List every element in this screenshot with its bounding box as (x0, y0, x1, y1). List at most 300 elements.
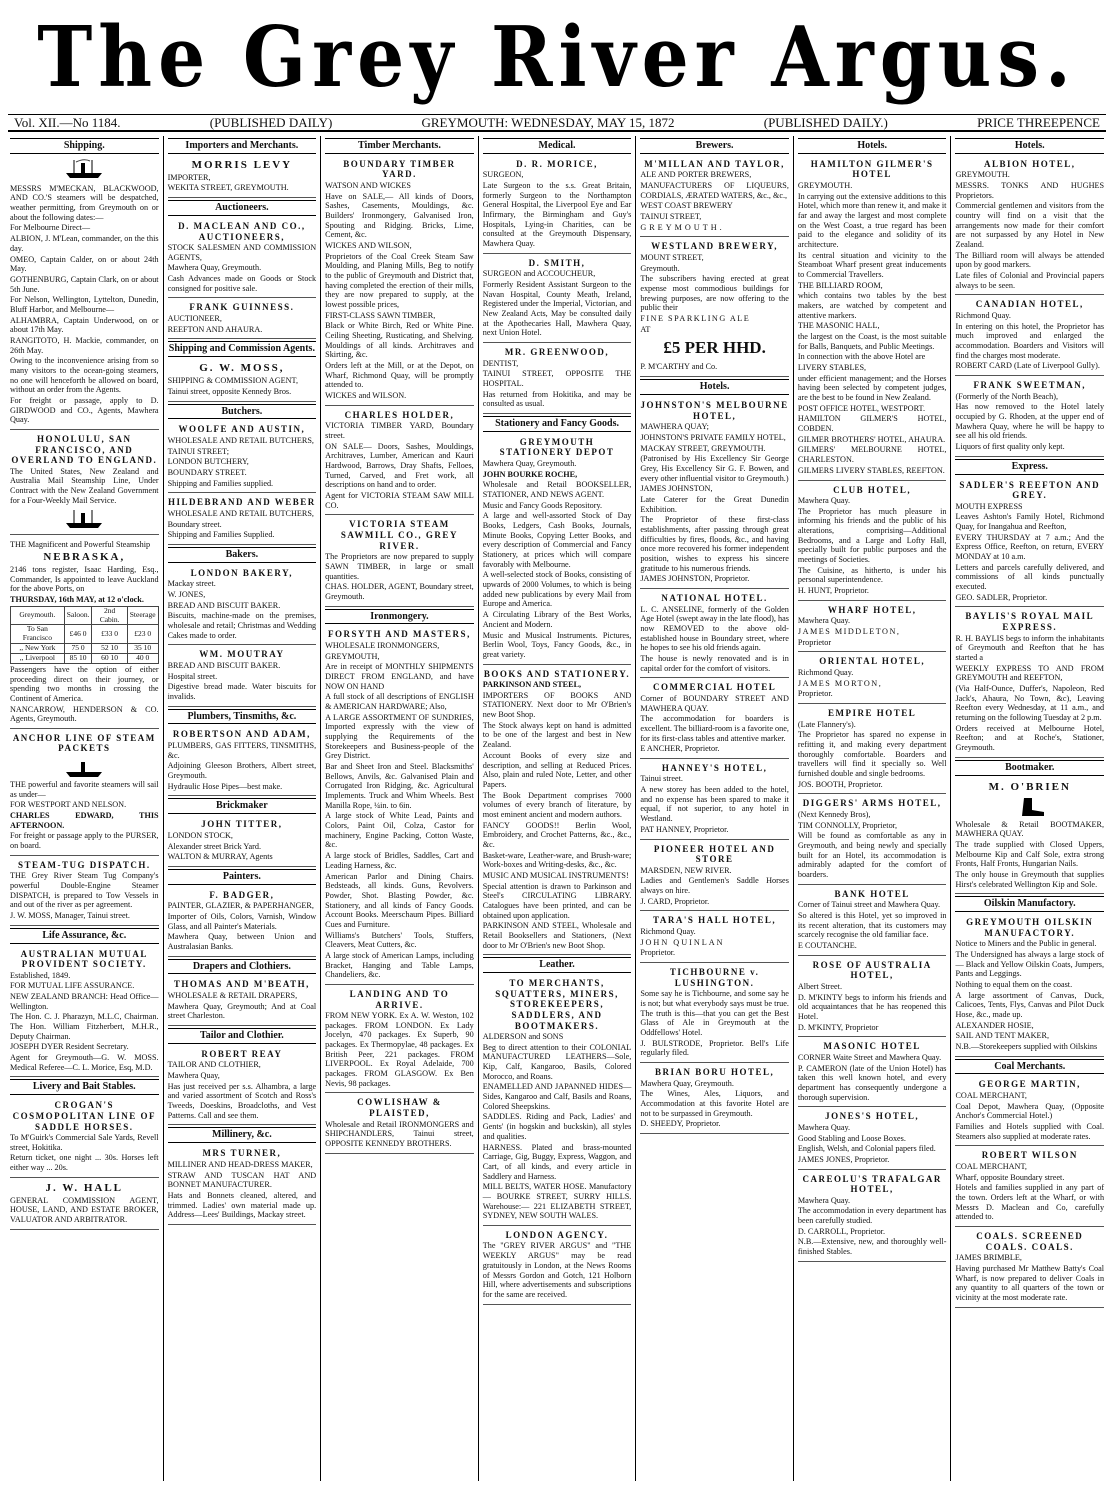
ad-text: Having purchased Mr Matthew Batty's Coal Wharf, is now prepared to deliver Coals in any quantity to all quarters of the town or vicinity at the most moderate rate. (955, 1263, 1105, 1302)
ad-text: Tainui street, opposite Kennedy Bros. (167, 386, 292, 396)
ad-text: J. BULSTRODE, Proprietor. Bell's Life regularly filed. (640, 1038, 789, 1058)
ad-heading: ROSE OF AUSTRALIA HOTEL, (812, 959, 932, 981)
boot-icon (1010, 796, 1050, 818)
ad-thomas-mbeath (168, 977, 317, 1026)
section-medical: Medical. (483, 138, 632, 154)
ad-text: BOUNDARY STREET. (167, 467, 247, 477)
ad-mrs-turner (168, 1146, 317, 1225)
ad-oilskin-factory (955, 915, 1104, 1057)
ad-text: A LARGE ASSORTMENT OF SUNDRIES, Imported expressly with the view of supplying the Requirements of the Storekeepers and Business-people of the Grey District. (325, 712, 474, 761)
ad-heading: ALBION HOTEL, (983, 158, 1076, 169)
ad-frank-sweetman (955, 378, 1104, 457)
column-1 (6, 136, 163, 1481)
ad-heading: COALS. SCREENED COALS. COALS. (976, 1231, 1084, 1252)
ad-text: COAL MERCHANT, (955, 1091, 1027, 1101)
ad-text: REEFTON AND AHAURA. (167, 324, 263, 334)
ad-text: N.B.—Storekeepers supplied with Oilskins (955, 1041, 1098, 1051)
ad-heading: STEAM-TUG DISPATCH. (17, 859, 151, 870)
ad-text: MACKAY STREET, GREYMOUTH. (640, 443, 766, 453)
ad-text: A large stock of Bridles, Saddles, Cart and Leading Harness, &c. (325, 851, 474, 870)
ad-brian-boru (640, 1065, 789, 1134)
ad-text: MESSRS M'MECKAN, BLACKWOOD, AND CO.'S steamers will be despatched, weather permitting, from Greymouth on or about the following dates:— (10, 183, 159, 222)
ad-text: WICKES and WILSON. (325, 391, 407, 401)
ad-national-hotel (640, 591, 789, 678)
ad-text: Letters and parcels carefully delivered, and commissions of all kinds punctually executed. (955, 562, 1105, 592)
ad-gw-moss (168, 360, 317, 401)
ad-text: Mawhera Quay. (797, 1195, 851, 1205)
ad-wharf-hotel (798, 603, 947, 653)
ad-text: under efficient management; and the Horses having been selected by competent judges, are the best to be found in New Zealand. (797, 373, 947, 403)
ad-heading: GREYMOUTH OILSKIN MANUFACTORY. (966, 917, 1094, 938)
section-ironmongery: Ironmongery. (325, 609, 474, 625)
ad-heading: FRANK GUINNESS. (189, 302, 295, 313)
ad-heading: ROBERT WILSON (981, 1150, 1078, 1161)
ad-text: Families and Hotels supplied with Coal. Steamers also supplied at moderate rates. (955, 1122, 1105, 1141)
ad-text: PARKINSON AND STEEL, (482, 680, 582, 690)
ad-text: The Proprietor has spared no expense in refitting it, and making every department thoroughly comfortable. Boarders and travellers will find it specially so. Well furnished double and single bedrooms. (797, 730, 947, 779)
ad-text: Mawhera Quay, (167, 1071, 220, 1081)
ad-text: Late files of Colonial and Provincial papers always to be seen. (955, 271, 1105, 290)
ad-text: WEKITA STREET, GREYMOUTH. (167, 183, 289, 193)
ad-mmillan-taylor (640, 157, 789, 238)
ad-text: A full stock of all descriptions of ENGLISH & AMERICAN HARDWARE; Also, (325, 692, 474, 712)
ad-text: Corner of Tainui street and Mawhera Quay. (797, 900, 941, 910)
masthead-title: The Grey River Argus. (37, 9, 1077, 107)
ad-text: Hotels and families supplied in any part of the town. Orders left at the Wharf, or with Messrs D. Maclean and Co, carefully attended to. (955, 1183, 1105, 1222)
ad-morris-levy (168, 157, 317, 198)
steamship-icon (64, 507, 104, 529)
ad-text: WHOLESALE & RETAIL DRAPERS, (167, 991, 298, 1001)
ad-text: For Nelson, Wellington, Lyttelton, Dunedin, Bluff Harbor, and Melbourne— (10, 295, 159, 314)
ad-text: Are in receipt of MONTHLY SHIPMENTS DIRECT FROM ENGLAND, and have NOW ON HAND (325, 662, 474, 691)
ad-maclean (168, 219, 317, 299)
ad-heading: LONDON BAKERY, (190, 567, 294, 578)
ad-alderson-sons (483, 976, 632, 1226)
ad-text: THE MASONIC HALL, (797, 321, 880, 331)
column-6 (793, 136, 951, 1481)
ad-text: (Formerly of the North Beach), (955, 391, 1059, 401)
ad-text: MAWHERA QUAY; (640, 422, 709, 432)
ad-trafalgar-hotel (798, 1172, 947, 1262)
ad-text: CORNER Waite Street and Mawhera Quay. (797, 1052, 942, 1062)
ad-books-stationery (483, 667, 632, 956)
ad-robert-wilson (955, 1148, 1104, 1227)
ad-text: NANCARROW, HENDERSON & CO. Agents, Greymouth. (10, 704, 159, 724)
ad-text: H. HUNT, Proprietor. (797, 586, 869, 596)
ad-text: Richmond Quay. (640, 927, 696, 937)
ad-text: NEW ZEALAND BRANCH: Head Office—Wellington. (10, 992, 159, 1011)
ad-text: The Proprietor has much pleasure in informing his friends and the public of his alterations, comprising—Additional Bedrooms, and a Large and Lofty Hall, specially built for public purposes and the meetings of Societies. (797, 506, 947, 565)
section-butchers: Butchers. (168, 404, 317, 420)
ad-text: D. SHEEDY, Proprietor. (640, 1119, 721, 1129)
ad-heading: BAYLIS'S ROYAL MAIL EXPRESS. (965, 611, 1095, 633)
ad-d-smith (483, 256, 632, 343)
ad-jw-hall (10, 1180, 159, 1230)
ad-heading: WESTLAND BREWERY, (651, 241, 779, 252)
fare-header-cell: Steerage (127, 606, 158, 625)
ad-text: GOTHENBURG, Captain Clark, on or about 5th June. (10, 274, 159, 294)
ad-text: The trade supplied with Closed Uppers, Melbourne Kip and Calf Sole, extra strong Fronts, Half Fronts, Hungarian Nails. (955, 839, 1105, 869)
ad-text: Coal Depot, Mawhera Quay, (Opposite Anchor's Commercial Hotel.) (955, 1101, 1105, 1121)
ship-name: NEBRASKA, (43, 551, 126, 564)
ad-heading: CROGAN'S COSMOPOLITAN LINE OF SADDLE HORSES. (12, 1100, 156, 1132)
ad-text: A large stock of American Lamps, including Bracket, Hanging and Table Lamps, Chandeliers, &c. (325, 950, 474, 980)
ad-text: JAMES JOHNSTON, (640, 484, 713, 494)
ad-heading: JOHNSTON'S MELBOURNE HOTEL, (640, 399, 789, 421)
ad-text: JAMES BRIMBLE, (955, 1253, 1022, 1263)
ad-text: The Undersigned has always a large stock of— Black and Yellow Oilskin Coats, Jumpers, Pants and Leggings. (955, 949, 1105, 979)
section-oilskin: Oilskin Manufactory. (955, 896, 1104, 912)
ad-text: Shipping and Families supplied. (167, 478, 274, 488)
section-millinery: Millinery, &c. (168, 1127, 317, 1143)
ad-text: FOR WESTPORT AND NELSON. (10, 800, 127, 810)
ad-heading: ANCHOR LINE OF STEAM PACKETS (12, 732, 156, 754)
ad-heading: ROBERT REAY (201, 1048, 283, 1059)
ad-text: Mawhera Quay, Greymouth. (167, 263, 262, 273)
ad-text: ALEXANDER HOSIE, (955, 1020, 1034, 1030)
ad-text: Importer of Oils, Colors, Varnish, Window Glass, and all Painter's Materials. (167, 911, 317, 931)
section-hotels: Hotels. (955, 138, 1104, 154)
ad-text: Shipping and Families Supplied. (167, 530, 275, 540)
ad-heading: HAMILTON GILMER'S HOTEL (810, 158, 934, 180)
ad-baylis-express (955, 609, 1104, 757)
ad-text: Wholesale and Retail IRONMONGERS and SHIPCHANDLERS, Tainui street, OPPOSITE KENNEDY BROTHERS. (325, 1119, 474, 1149)
ad-text: The accommodation in every department has been carefully studied. (797, 1206, 947, 1226)
ad-text: Special attention is drawn to Parkinson and Steel's CIRCULATING LIBRARY. Catalogues have been printed, and can be obtained upon application. (482, 881, 632, 920)
ad-rose-of-australia (798, 958, 947, 1038)
ad-text: Owing to the inconvenience arising from so many visitors to the ocean-going steamers, no one will henceforth be allowed on board, without an order from the Agents. (10, 356, 159, 395)
ad-text: JAMES JONES, Proprietor. (797, 1154, 890, 1164)
ad-text: 2146 tons register, Isaac Harding, Esq., Commander, Is appointed to leave Auckland for the above Ports, on (10, 565, 159, 594)
ad-heading: MASONIC HOTEL (823, 1041, 921, 1052)
ad-text: Commercial gentlemen and visitors from the country will find on a visit that the arrangements now made for their comfort are not surpassed by any Hotel in New Zealand. (955, 201, 1105, 250)
ad-text: A large and well-assorted Stock of Day Books, Ledgers, Cash Books, Journals, Minute Books, Copying Letter Books, and every description of Commercial and Fancy Stationery, at prices which will compare favorably with Melbourne. (482, 511, 632, 569)
ad-heading: J. W. HALL (45, 1181, 124, 1194)
fare-table-header (11, 606, 159, 625)
ad-text: WATSON AND WICKES (325, 181, 411, 191)
ad-diggers-arms (798, 796, 947, 884)
ad-text: Proprietors of the Coal Creek Steam Saw Moulding, and Planing Mills, Beg to notify to the public of Greymouth and District that, having completed the erection of their mills, they are now prepared to supply, at the lowest possible prices, (325, 251, 474, 310)
ad-text: GREYMOUTH, (325, 651, 380, 661)
ad-text: J. W. MOSS, Manager, Tainui street. (10, 911, 130, 921)
ad-text: The accommodation for boarders is excellent. The billiard-room is a favorite one, for its first-class tables and attentive marker. (640, 714, 789, 743)
ad-heading: WOOLFE AND AUSTIN, (178, 424, 306, 435)
ad-text: GEO. SADLER, Proprietor. (955, 592, 1048, 602)
ad-text: A well-selected stock of Books, consisting of upwards of 2000 Volumes, to which is being added new publications by every Mail from Europe and America. (482, 570, 632, 609)
ad-greenwood-dentist (483, 345, 632, 414)
section-express: Express. (955, 459, 1104, 475)
ad-text: Bar and Sheet Iron and Steel. Blacksmiths' Bellows, Anvils, &c. Galvanised Plain and Corrugated Iron Ridging, &c. Agricultural Implements. Truck and Whim Wheels. Best Manilla Rope, ¼in. to 6in. (325, 762, 474, 810)
ad-heading: NATIONAL HOTEL. (661, 592, 768, 603)
ad-heading: JONES'S HOTEL, (825, 1111, 920, 1122)
ad-text: The Wines, Ales, Liquors, and Accommodation at this favorite Hotel are not to be surpassed in Greymouth. (640, 1089, 789, 1118)
fare-cell: £33 0 (92, 625, 127, 644)
sailing-date: THURSDAY, 16th MAY, at 12 o'clock. (10, 595, 144, 605)
ad-text: MOUTH EXPRESS (955, 501, 1023, 511)
ad-heading: CLUB HOTEL, (833, 484, 912, 495)
ad-heading: M. O'BRIEN (988, 780, 1071, 793)
ad-text: Hats and Bonnets cleaned, altered, and trimmed. Ladies' own material made up. Address—Lees' Buildings, Mackay street. (167, 1190, 317, 1220)
ad-text: A large assortment of Canvas, Duck, Calicoes, Tents, Flys, Canvas and Pilot Duck Hose, &c., made up. (955, 990, 1105, 1019)
ad-text: Passengers have the option of either proceeding direct on their journey, or spending two months in crossing the Continent of America. (10, 664, 159, 703)
ad-text: THE BILLIARD ROOM, (797, 280, 883, 290)
ad-text: SAIL AND TENT MAKER, (955, 1031, 1050, 1041)
ad-text: Will be found as comfortable as any in Greymouth, and being newly and specially built for an Hotel, its accommodation is admirably adapted for the comfort of boarders. (797, 831, 947, 880)
ad-forsyth-masters (325, 627, 474, 984)
section-auctioneers: Auctioneers. (168, 200, 317, 216)
ad-heading: TO MERCHANTS, SQUATTERS, MINERS, STOREKEEPERS, SADDLERS, AND BOOTMAKERS. (495, 978, 619, 1031)
ad-text: The Book Department comprises 7000 volumes of every branch of literature, by most eminent ancient and modern authors. (482, 790, 632, 819)
fare-cell: 35 10 (127, 644, 158, 654)
ad-text: Mawhera Quay, Greymouth. (640, 1078, 734, 1088)
ad-heading: MORRIS LEVY (191, 158, 293, 171)
ad-heading: HILDEBRAND AND WEBER (167, 497, 316, 508)
ad-text: FINE SPARKLING ALE (640, 314, 751, 324)
ad-heading: M'MILLAN AND TAYLOR, (644, 158, 785, 169)
ad-text: MANUFACTURERS OF LIQUEURS, CORDIALS, ÆRATED WATERS, &c., &c., (640, 181, 789, 200)
ad-text: JAMES JOHNSTON, Proprietor. (640, 574, 750, 584)
ad-hanneys-hotel (640, 761, 789, 840)
ad-text: Digestive bread made. Water biscuits for invalids. (167, 682, 317, 701)
ad-george-martin (955, 1077, 1104, 1146)
ad-robert-reay (168, 1047, 317, 1126)
ad-text: POST OFFICE HOTEL, WESTPORT. (797, 403, 925, 413)
ad-empire-hotel (798, 706, 947, 794)
ad-london-agency (483, 1228, 632, 1305)
ad-text: JOHN QUINLAN (640, 937, 725, 947)
ad-text: (Late Flannery's). (797, 719, 856, 729)
ad-text: LONDON BUTCHERY, (167, 457, 249, 467)
ad-text: THE powerful and favorite steamers will sail as under— (10, 780, 159, 799)
ad-heading: D. MACLEAN AND CO., AUCTIONEERS, (178, 220, 306, 242)
ad-text: JOHN BOURKE ROCHE, (482, 469, 578, 479)
ad-nebraska (10, 537, 159, 728)
ad-text: Williams's Butchers' Tools, Stuffers, Cleavers, Meat Cutters, &c. (325, 930, 474, 950)
ad-heading: FORSYTH AND MASTERS, (328, 629, 471, 640)
ad-heading: LONDON AGENCY. (505, 1229, 609, 1240)
ad-text: Music and Fancy Goods Repository. (482, 500, 603, 510)
ad-text: WEEKLY EXPRESS TO AND FROM GREYMOUTH and REEFTON, (955, 663, 1105, 683)
fare-cell: 75 0 (64, 644, 92, 654)
ad-text: The Cuisine, as hitherto, is under his personal superintendence. (797, 565, 947, 585)
ad-dr-morice (483, 157, 632, 254)
ad-text: GILMERS LIVERY STABLES, REEFTON. (797, 465, 945, 475)
ad-honolulu-mail-line (10, 432, 159, 536)
section-plumbers: Plumbers, Tinsmiths, &c. (168, 709, 317, 725)
ad-heading: EMPIRE HOTEL (828, 708, 917, 719)
ad-text: ROBERT CARD (Late of Liverpool Gully). (955, 361, 1100, 371)
ad-text: Mawhera Quay, Greymouth; And at Coal street Charleston. (167, 1001, 317, 1021)
ad-text: LONDON STOCK, (167, 830, 233, 840)
ad-text: TAINUI STREET, (640, 212, 702, 222)
ad-text: The Billiard room will always be attended upon by good markers. (955, 250, 1105, 270)
ad-text: TAINUI STREET, OPPOSITE THE HOSPITAL. (482, 369, 632, 389)
section-shipping: Shipping. (10, 138, 159, 154)
section-bootmaker: Bootmaker. (955, 760, 1104, 776)
ad-tichbourne (640, 965, 789, 1063)
ad-heading: CHARLES HOLDER, (344, 409, 455, 420)
ad-text: Richmond Quay. (955, 311, 1011, 321)
ad-heading: LANDING AND TO ARRIVE. (349, 988, 450, 1010)
ad-text: AT (640, 324, 651, 334)
ad-heading: FRANK SWEETMAN, (973, 380, 1087, 391)
ad-text: Corner of BOUNDARY STREET AND MAWHERA QUAY. (640, 693, 789, 713)
ad-text: Mackay street. (167, 579, 216, 589)
ad-text: ON SALE— Doors, Sashes, Mouldings, Architraves, Lumber, American and Kauri Hardwood, Barrows, Dray Shafts, Felloes, Turned, Carved, and Fret work, all descriptions on hand and to order. (325, 441, 474, 490)
section-shipping-commission: Shipping and Commission Agents. (168, 341, 317, 357)
ad-text: WHOLESALE IRONMONGERS, (325, 641, 440, 651)
ad-text: PAINTER, GLAZIER, & PAPERHANGER, (167, 901, 314, 911)
ad-text: L. C. ANSELINE, formerly of the Golden Age Hotel (swept away in the late flood), has now REMOVED to the above old-established house in Boundary street, where he hopes to see his old friends again. (640, 604, 789, 653)
ad-cowlishaw-plaisted (325, 1095, 474, 1153)
fare-cell: ,, Liverpool (11, 653, 65, 663)
ad-text: ALHAMBRA, Captain Underwood, on or about 17th May. (10, 315, 159, 335)
ad-text: ENAMELLED AND JAPANNED HIDES— Sides, Kangaroo and Calf, Basils and Roans, Colored Sheepskins. (482, 1082, 632, 1111)
ad-text: Its central situation and vicinity to the Steamboat Wharf present great inducements to Commercial Travellers. (797, 250, 947, 280)
ad-robertson-adam (168, 727, 317, 796)
column-7 (950, 136, 1108, 1481)
ad-heading: HONOLULU, SAN FRANCISCO, AND OVERLAND TO ENGLAND. (11, 433, 158, 466)
ad-text: MESSRS. TONKS AND HUGHES Proprietors. (955, 181, 1105, 200)
ad-text: CHAS. HOLDER, AGENT, Boundary street, Greymouth. (325, 582, 474, 601)
ad-text: Mawhera Quay, Greymouth. (482, 459, 577, 469)
ad-john-titter (168, 817, 317, 867)
ad-heading: CANADIAN HOTEL, (975, 299, 1084, 310)
ad-text: J. CARD, Proprietor. (640, 896, 710, 906)
ad-text: In connection with the above Hotel are (797, 352, 926, 362)
ad-text: Hospital street. (167, 671, 218, 681)
ad-text: Orders received at Melbourne Hotel, Reefton; and at Roche's, Stationer, Greymouth. (955, 723, 1105, 753)
ad-woolfe-austin (168, 422, 317, 493)
ad-text: In carrying out the extensive additions to this Hotel, which more than renew it, and make it far and away the largest and most complete on the West Coast, a true regard has been paid to the elegance and solidity of its architecture. (797, 191, 947, 250)
ad-text: P. M'CARTHY and Co. (640, 362, 718, 372)
ad-heading: MRS TURNER, (202, 1148, 282, 1159)
ad-heading: WM. MOUTRAY (199, 649, 285, 660)
ad-text: STOCK SALESMEN AND COMMISSION AGENTS, (167, 243, 317, 262)
section-painters: Painters. (168, 869, 317, 885)
ad-text: Greymouth. (640, 263, 680, 273)
ad-text: Return ticket, one night ... 30s. Horses left either way ... 20s. (10, 1153, 159, 1173)
ad-text: English, Welsh, and Colonial papers filed. (797, 1144, 936, 1154)
ad-text: Has returned from Hokitika, and may be consulted as usual. (482, 389, 632, 409)
ad-text: E COUTANCHE. (797, 941, 857, 950)
ad-landing-to-arrive (325, 987, 474, 1094)
ad-pioneer-hotel (640, 842, 789, 912)
ad-text: LIVERY STABLES, (797, 363, 867, 373)
ad-heading: DIGGERS' ARMS HOTEL, (802, 798, 942, 809)
ad-text: HAMILTON GILMER'S HOTEL, COBDEN. (797, 414, 947, 434)
ad-heading: TARA'S HALL HOTEL, (653, 915, 777, 926)
ad-text: ALBION, J. M'Lean, commander, on the this day. (10, 234, 159, 253)
ad-text: THE Magnificent and Powerful Steamship (10, 540, 151, 550)
ad-text: (Patronised by His Excellency Sir George Grey, His Excellency Sir G. F. Bowen, and every other influential visitor to Greymouth.) (640, 454, 789, 483)
ad-johnstons-melbourne (640, 398, 789, 589)
ad-text: Good Stabling and Loose Boxes. (797, 1133, 906, 1143)
ad-text: Wharf, opposite Boundary street. (955, 1172, 1065, 1182)
ad-text: IMPORTERS OF BOOKS AND STATIONERY. Next door to Mr O'Brien's new Boot Shop. (482, 690, 632, 720)
ad-text: Notice to Miners and the Public in general. (955, 939, 1097, 949)
ad-heading: JOHN TITTER, (201, 819, 283, 830)
steamship-icon (64, 157, 104, 179)
ad-text: Black or White Birch, Red or White Pine. Ceiling Sheeting, Rusticating, and Shelving. Mouldings of all kinds. Architraves and Skirting, &c. (325, 321, 474, 360)
price: PRICE THREEPENCE (977, 114, 1100, 130)
ad-text: The Proprietor of these first-class establishments, after passing through great difficulties by fires, floods, &c., and having once more recovered his former independent position, wishes to express his sincere gratitude to his numerous friends. (640, 515, 789, 573)
ad-oriental-hotel (798, 654, 947, 704)
ad-text: Mawhera Quay. (797, 1122, 851, 1132)
ad-text: BREAD AND BISCUIT BAKER. (167, 600, 281, 610)
ad-text: BREAD AND BISCUIT BAKER. (167, 660, 281, 670)
ad-text: D. CARROLL, Proprietor. (797, 1226, 885, 1236)
ad-heading: COWLISHAW & PLAISTED, (357, 1097, 442, 1119)
ad-heading: ROBERTSON AND ADAM, (172, 729, 311, 740)
ad-text: MUSIC AND MUSICAL INSTRUMENTS! (482, 870, 629, 880)
ad-text: Music and Musical Instruments. Pictures, Berlin Wool, Toys, Fancy Goods, &c., in great variety. (482, 630, 632, 659)
ad-text: D. M'KINTY begs to inform his friends and old acquaintances that he has reopened this Hotel. (797, 992, 947, 1021)
ad-text: SHIPPING & COMMISSION AGENT, (167, 376, 298, 386)
ad-f-badger (168, 888, 317, 957)
ad-heading: BOOKS AND STATIONERY. (483, 668, 631, 679)
ad-text: JOHNSTON'S PRIVATE FAMILY HOTEL, (640, 432, 786, 442)
section-tailor: Tailor and Clothier. (168, 1028, 317, 1044)
ad-text: TAINUI STREET; (167, 446, 230, 456)
ad-amp-society (10, 947, 159, 1078)
ad-text: The house is newly renovated and is in capital order for the comfort of visitors. (640, 653, 789, 673)
ad-text: For freight or passage apply to the PURSER, on board. (10, 831, 159, 851)
ad-text: Cash Advances made on Goods or Stock consigned for positive sale. (167, 274, 317, 293)
section-drapers: Drapers and Clothiers. (168, 959, 317, 975)
ad-heading: ORIENTAL HOTEL, (819, 656, 926, 667)
ad-heading: GEORGE MARTIN, (978, 1079, 1081, 1090)
ad-masonic-hotel (798, 1039, 947, 1107)
ad-text: MARSDEN, NEW RIVER. (640, 865, 732, 875)
ad-heading: CAREOLU'S TRAFALGAR HOTEL, (802, 1173, 942, 1195)
ad-text: American Parlor and Dining Chairs. Bedsteads, all kinds. Guns, Revolvers. Powder, Shot. Blasting Powder, &c. Stationery, and all kinds of Fancy Goods. Account Books. Meerschaum Pipes. Billiard Cues and Furniture. (325, 871, 474, 929)
ad-text: AUCTIONEER, (167, 314, 222, 324)
ad-james-brimble (955, 1229, 1104, 1308)
ad-text: TIM CONNOLLY, Proprietor, (797, 820, 898, 830)
ad-text: GREYMOUTH. (640, 222, 725, 232)
ad-text: For freight or passage, apply to D. GIRDWOOD and CO., Agents, Mawhera Quay. (10, 395, 159, 425)
ad-text: PARKINSON AND STEEL, Wholesale and Retail Booksellers and Stationers, (Next door to Mr O'Brien's new Boot Shop. (482, 921, 632, 950)
ad-text: Agent for Greymouth—G. W. MOSS. Medical Referee—C. L. Morice, Esq, M.D. (10, 1053, 159, 1072)
ale-price: £5 PER HHD. (663, 338, 766, 358)
ad-text: RANGITOTO, H. Mackie, commander, on 26th May. (10, 335, 159, 355)
ad-text: GREYMOUTH. (955, 170, 1010, 180)
ad-canadian-hotel (955, 297, 1104, 376)
table-row (11, 653, 159, 663)
ad-heading: HANNEY'S HOTEL, (661, 762, 768, 773)
fare-header-cell: 2nd Cabin. (92, 606, 127, 625)
ad-text: Mawhera Quay. (797, 616, 851, 626)
ad-text: STRAW AND TUSCAN HAT AND BONNET MANUFACTURER. (167, 1170, 317, 1190)
ad-text: Proprietor. (797, 689, 833, 699)
ad-text: SURGEON and ACCOUCHEUR, (482, 269, 596, 279)
ad-albion-hotel (955, 157, 1104, 296)
ad-commercial-hotel (640, 680, 789, 759)
ad-text: Basket-ware, Leather-ware, and Brush-ware; Work-boxes and Writing-desks, &c., &c. (482, 850, 632, 870)
ad-text: ALE AND PORTER BREWERS, (640, 170, 752, 180)
fare-header-cell: Saloon. (64, 606, 92, 625)
fare-cell: 52 10 (92, 644, 127, 654)
ad-text: The subscribers having erected at great expense most commodious buildings for brewing purposes, are now offering to the public their (640, 274, 789, 313)
ad-text: Richmond Quay. (797, 668, 854, 678)
ad-text: WALTON & MURRAY, Agents (167, 852, 273, 862)
ad-club-hotel (798, 483, 947, 601)
ad-text: MOUNT STREET, (640, 253, 704, 263)
section-timber: Timber Merchants. (325, 138, 474, 154)
column-2 (163, 136, 321, 1481)
ad-wm-moutray (168, 647, 317, 706)
